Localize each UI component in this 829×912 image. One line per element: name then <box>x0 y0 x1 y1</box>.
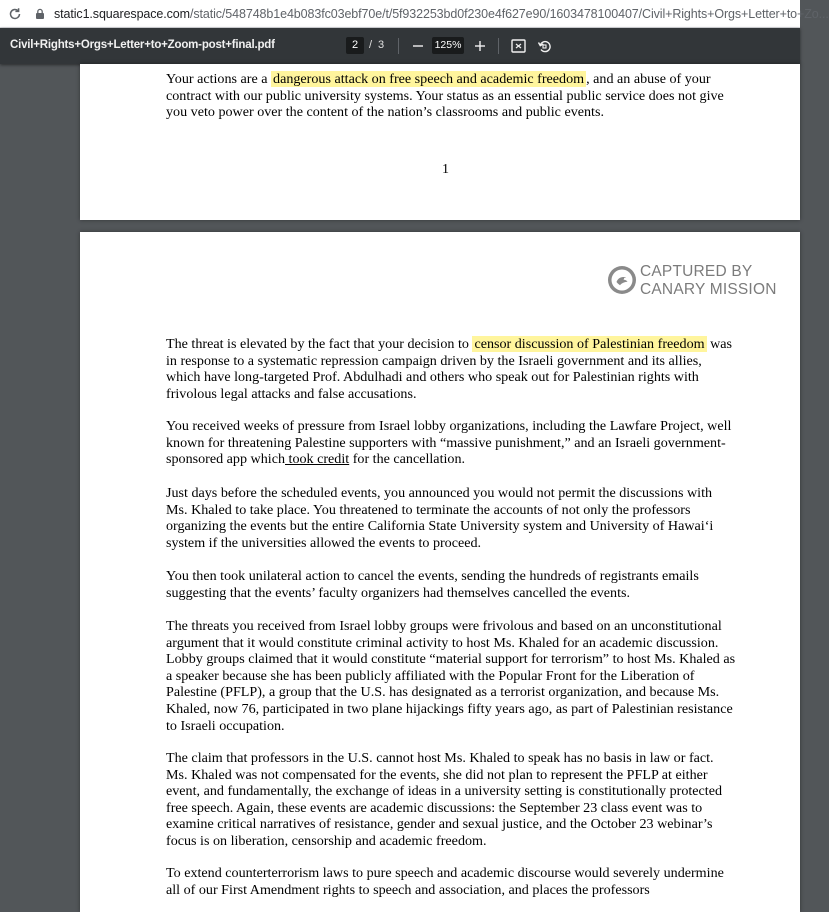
watermark-line-2: CANARY MISSION <box>640 281 777 298</box>
canary-mission-logo-icon <box>607 265 637 295</box>
paragraph-2 <box>166 418 736 468</box>
page1-paragraph <box>166 71 736 121</box>
paragraph-6: The claim that professors in the U.S. cannot host Ms. Khaled to speak has no basis in law or fact. Ms. Khaled was not compensated for the events, she did not plan to represent the PFLP at either event, and fundamentally, the exchange of ideas in a university setting is constitutionally protected free speech. Again, these events are academic discussions: the September 23 class event was to examine critical narratives of resistance, gender and sexual justice, and the October 23 webinar’s focus is on liberation, censorship and academic freedom. <box>166 750 723 849</box>
address-bar <box>0 0 829 28</box>
text-segment: You received weeks of pressure from Israel lobby organizations, including the Lawfare Project, well known for threatening Palestine supporters with “massive punishment,” and an Israeli government-sponsored app which <box>166 418 732 468</box>
lock-icon[interactable] <box>34 8 46 20</box>
rotate-button[interactable] <box>536 38 552 54</box>
zoom-level-input[interactable]: 125% <box>432 37 464 54</box>
watermark-text <box>640 263 777 299</box>
url-host: static1.squarespace.com <box>54 6 190 21</box>
toolbar-divider <box>498 38 499 54</box>
paragraph-1 <box>166 336 736 402</box>
pdf-page-1 <box>80 64 800 220</box>
watermark <box>607 262 787 302</box>
paragraph-3: Just days before the scheduled events, you announced you would not permit the discussions with Ms. Khaled to take place. You threatened to terminate the accounts of not only the professors organizing the events but the entire California State University system and University of Hawai‘i system if the universities allowed the events to proceed. <box>166 485 714 551</box>
fit-page-icon <box>511 39 526 53</box>
highlighted-text: censor discussion of Palestinian freedom <box>474 336 705 352</box>
plus-icon <box>474 40 486 52</box>
zoom-out-button[interactable] <box>410 38 426 54</box>
text-segment: for the cancellation. <box>349 451 466 468</box>
paragraph-5: The threats you received from Israel lobby groups were frivolous and based on an unconstitutional argument that it would constitute criminal activity to host Ms. Khaled for an academic discussion. Lobby groups claimed that it would constitute “material support for terrorism” to host Ms. Khaled as a speaker because she has been publicly affiliated with the Popular Front for the Liberation of Palestine (PFLP), a group that the U.S. has designated as a terrorist organization, and because Ms. Khaled, now 76, participated in two plane hijackings fifty years ago, as part of Palestinian resistance to Israeli occupation. <box>166 618 736 734</box>
pdf-page-2 <box>80 232 800 912</box>
page-separator: / <box>369 39 373 51</box>
text-segment: was in response to a systematic repression campaign driven by the Israeli government and its allies, which have long-targeted Prof. Abdulhadi and others who speak out for Palestinian rights with frivolous legal attacks and false accusations. <box>166 336 733 402</box>
url-field[interactable] <box>54 6 829 21</box>
paragraph-4: You then took unilateral action to cancel the events, sending the hundreds of registrants emails suggesting that the events’ faculty organizers had themselves cancelled the events. <box>166 568 699 601</box>
document-title: Civil+Rights+Orgs+Letter+to+Zoom-post+final.pdf <box>10 39 275 51</box>
text-segment: , and an abuse of your contract with our public university systems. Your status as an essential public service does not give you veto power over the content of the nation’s classrooms and public events. <box>166 71 724 121</box>
total-pages: 3 <box>378 39 385 51</box>
text-segment: Your actions are a <box>166 71 272 87</box>
page-number-input[interactable]: 2 <box>346 37 364 54</box>
page-footer-number: 1 <box>442 162 449 177</box>
watermark-line-1: CAPTURED BY <box>640 263 753 280</box>
reload-icon[interactable] <box>8 7 22 21</box>
minus-icon <box>412 40 424 52</box>
rotate-icon <box>537 39 552 54</box>
pdf-toolbar <box>0 28 800 64</box>
highlighted-text: dangerous attack on free speech and academic freedom <box>273 71 585 87</box>
url-path: /static/548748b1e4b083fc03ebf70e/t/5f932253bd0f230e4f627e90/1603478100407/Civil+Rights+Orgs+Letter+to+Zo... <box>189 6 829 21</box>
took-credit-link[interactable]: took credit <box>285 451 350 468</box>
text-segment: The threat is elevated by the fact that your decision to <box>166 336 473 352</box>
toolbar-divider <box>398 38 399 54</box>
zoom-in-button[interactable] <box>472 38 488 54</box>
paragraph-7: To extend counterterrorism laws to pure speech and academic discourse would severely undermine all of our First Amendment rights to speech and association, and places the professors <box>166 865 724 898</box>
fit-to-page-button[interactable] <box>510 38 526 54</box>
